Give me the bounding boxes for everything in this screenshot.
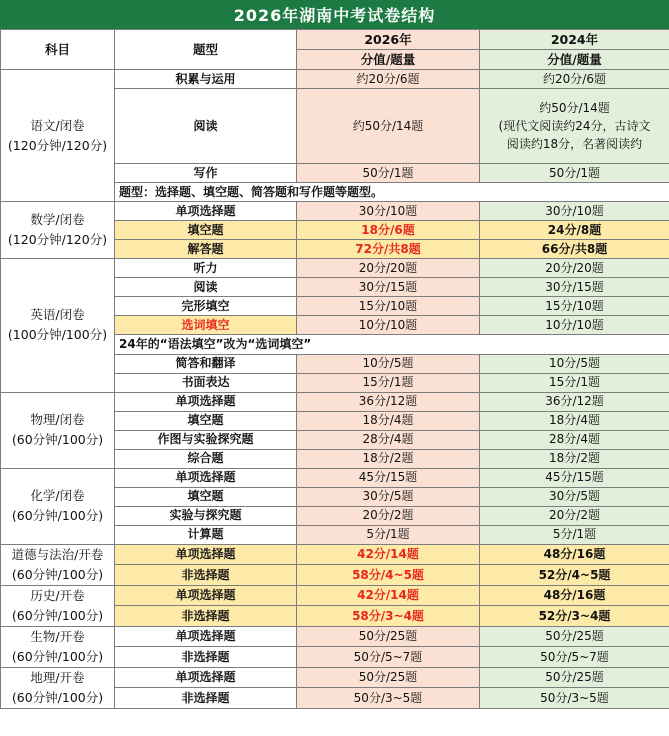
- table-row: [1, 468, 669, 487]
- question-type: 单项选择题: [115, 626, 297, 647]
- question-type: 书面表达: [115, 373, 297, 392]
- score-2026: 5分/1题: [297, 525, 480, 544]
- subject-time-score: (60分钟/100分): [11, 432, 104, 448]
- header-score-count-2026: 分值/题量: [297, 50, 480, 70]
- question-type: 单项选择题: [115, 468, 297, 487]
- table-row: [1, 585, 669, 606]
- subject-note: 题型：选择题、填空题、简答题和写作题等题型。: [115, 183, 669, 202]
- subject-time-score: (60分钟/100分): [11, 648, 104, 664]
- score-2026: 18分/2题: [297, 449, 480, 468]
- table-row: [1, 544, 669, 565]
- exam-structure-table: [0, 29, 669, 709]
- subject-name: 数学/闭卷: [30, 212, 85, 228]
- subject-cell: [1, 544, 115, 585]
- subject-name: 英语/闭卷: [30, 307, 85, 323]
- question-type: 单项选择题: [115, 392, 297, 411]
- header-question-type: 题型: [115, 30, 297, 70]
- score-2026: 58分/4~5题: [297, 565, 480, 586]
- score-2024: 52分/4~5题: [480, 565, 669, 586]
- question-type: 非选择题: [115, 688, 297, 709]
- score-2024: 50分/3~5题: [480, 688, 669, 709]
- subject-name: 化学/闭卷: [30, 488, 85, 504]
- score-2024: 50分/25题: [480, 667, 669, 688]
- subject-time-score: (60分钟/100分): [11, 508, 104, 524]
- question-type: 实验与探究题: [115, 506, 297, 525]
- score-2026: 约50分/14题: [297, 89, 480, 164]
- question-type: 解答题: [115, 240, 297, 259]
- score-2024: 20分/2题: [480, 506, 669, 525]
- score-2026: 10分/5题: [297, 354, 480, 373]
- question-type: 填空题: [115, 221, 297, 240]
- subject-cell: [1, 70, 115, 202]
- score-2024: 15分/1题: [480, 373, 669, 392]
- score-2026: 约20分/6题: [297, 70, 480, 89]
- question-type: 计算题: [115, 525, 297, 544]
- score-2026: 30分/15题: [297, 278, 480, 297]
- score-2024: 18分/2题: [480, 449, 669, 468]
- question-type: 作图与实验探究题: [115, 430, 297, 449]
- score-2026: 58分/3~4题: [297, 606, 480, 627]
- subject-cell: [1, 202, 115, 259]
- subject-cell: [1, 667, 115, 708]
- score-2024-line: (现代文阅读约24分，古诗文: [498, 119, 651, 134]
- score-2026: 36分/12题: [297, 392, 480, 411]
- table-row: [1, 392, 669, 411]
- score-2026: 20分/2题: [297, 506, 480, 525]
- subject-time-score: (100分钟/100分): [7, 327, 108, 343]
- score-2026: 50分/3~5题: [297, 688, 480, 709]
- subject-name: 语文/闭卷: [30, 117, 85, 133]
- subject-cell: [1, 585, 115, 626]
- subject-name: 物理/闭卷: [30, 412, 85, 428]
- question-type: 单项选择题: [115, 585, 297, 606]
- score-2026: 28分/4题: [297, 430, 480, 449]
- header-year-2026: 2026年: [297, 30, 480, 50]
- question-type: 单项选择题: [115, 667, 297, 688]
- question-type: 单项选择题: [115, 202, 297, 221]
- subject-cell: [1, 468, 115, 544]
- score-2026: 72分/共8题: [297, 240, 480, 259]
- score-2026: 18分/6题: [297, 221, 480, 240]
- score-2024: 20分/20题: [480, 259, 669, 278]
- question-type: 写作: [115, 164, 297, 183]
- score-2026: 45分/15题: [297, 468, 480, 487]
- score-2024: 28分/4题: [480, 430, 669, 449]
- score-2024: 18分/4题: [480, 411, 669, 430]
- subject-cell: [1, 626, 115, 667]
- score-2024: 30分/10题: [480, 202, 669, 221]
- subject-time-score: (60分钟/100分): [11, 689, 104, 705]
- score-2024: 66分/共8题: [480, 240, 669, 259]
- score-2026: 42分/14题: [297, 585, 480, 606]
- score-2026: 15分/10题: [297, 297, 480, 316]
- score-2026: 50分/25题: [297, 667, 480, 688]
- score-2026: 50分/5~7题: [297, 647, 480, 668]
- score-2024: 45分/15题: [480, 468, 669, 487]
- question-type: 非选择题: [115, 647, 297, 668]
- score-2026: 50分/25题: [297, 626, 480, 647]
- subject-time-score: (60分钟/100分): [11, 566, 104, 582]
- score-2026: 20分/20题: [297, 259, 480, 278]
- score-2024: 48分/16题: [480, 544, 669, 565]
- question-type: 简答和翻译: [115, 354, 297, 373]
- question-type: 填空题: [115, 411, 297, 430]
- subject-time-score: (60分钟/100分): [11, 607, 104, 623]
- score-2024: 30分/15题: [480, 278, 669, 297]
- question-type: 填空题: [115, 487, 297, 506]
- question-type: 听力: [115, 259, 297, 278]
- question-type: 单项选择题: [115, 544, 297, 565]
- score-2024: 50分/25题: [480, 626, 669, 647]
- score-2026: 50分/1题: [297, 164, 480, 183]
- subject-time-score: (120分钟/120分): [7, 137, 108, 153]
- score-2024: 30分/5题: [480, 487, 669, 506]
- table-row: [1, 667, 669, 688]
- score-2024: 5分/1题: [480, 525, 669, 544]
- table-row: [1, 202, 669, 221]
- question-type: 选词填空: [115, 316, 297, 335]
- question-type: 积累与运用: [115, 70, 297, 89]
- score-2026: 30分/10题: [297, 202, 480, 221]
- score-2024: 52分/3~4题: [480, 606, 669, 627]
- question-type: 非选择题: [115, 565, 297, 586]
- subject-note: 24年的“语法填空”改为“选词填空”: [115, 335, 669, 354]
- subject-cell: [1, 259, 115, 392]
- score-2024: 10分/10题: [480, 316, 669, 335]
- score-2024: 50分/5~7题: [480, 647, 669, 668]
- score-2026: 30分/5题: [297, 487, 480, 506]
- subject-name: 生物/开卷: [30, 628, 85, 644]
- score-2024-line: 阅读约18分，名著阅读约: [506, 137, 643, 152]
- header-subject: 科目: [1, 30, 115, 70]
- score-2024: 15分/10题: [480, 297, 669, 316]
- score-2024: 48分/16题: [480, 585, 669, 606]
- score-2024: 24分/8题: [480, 221, 669, 240]
- table-title: 2026年湖南中考试卷结构: [0, 0, 669, 29]
- table-row: [1, 259, 669, 278]
- score-2026: 42分/14题: [297, 544, 480, 565]
- question-type: 综合题: [115, 449, 297, 468]
- question-type: 阅读: [115, 89, 297, 164]
- table-row: [1, 70, 669, 89]
- subject-name: 地理/开卷: [30, 669, 85, 685]
- score-2024: 10分/5题: [480, 354, 669, 373]
- question-type: 阅读: [115, 278, 297, 297]
- subject-name: 道德与法治/开卷: [11, 546, 104, 562]
- score-2024: 36分/12题: [480, 392, 669, 411]
- subject-cell: [1, 392, 115, 468]
- score-2024-line: 约50分/14题: [539, 101, 610, 116]
- score-2024: 约20分/6题: [480, 70, 669, 89]
- table-row: [1, 626, 669, 647]
- question-type: 完形填空: [115, 297, 297, 316]
- subject-name: 历史/开卷: [30, 587, 85, 603]
- score-2026: 18分/4题: [297, 411, 480, 430]
- score-2026: 10分/10题: [297, 316, 480, 335]
- score-2026: 15分/1题: [297, 373, 480, 392]
- score-2024: [480, 89, 669, 164]
- subject-time-score: (120分钟/120分): [7, 232, 108, 248]
- header-score-count-2024: 分值/题量: [480, 50, 669, 70]
- header-year-2024: 2024年: [480, 30, 669, 50]
- score-2024: 50分/1题: [480, 164, 669, 183]
- question-type: 非选择题: [115, 606, 297, 627]
